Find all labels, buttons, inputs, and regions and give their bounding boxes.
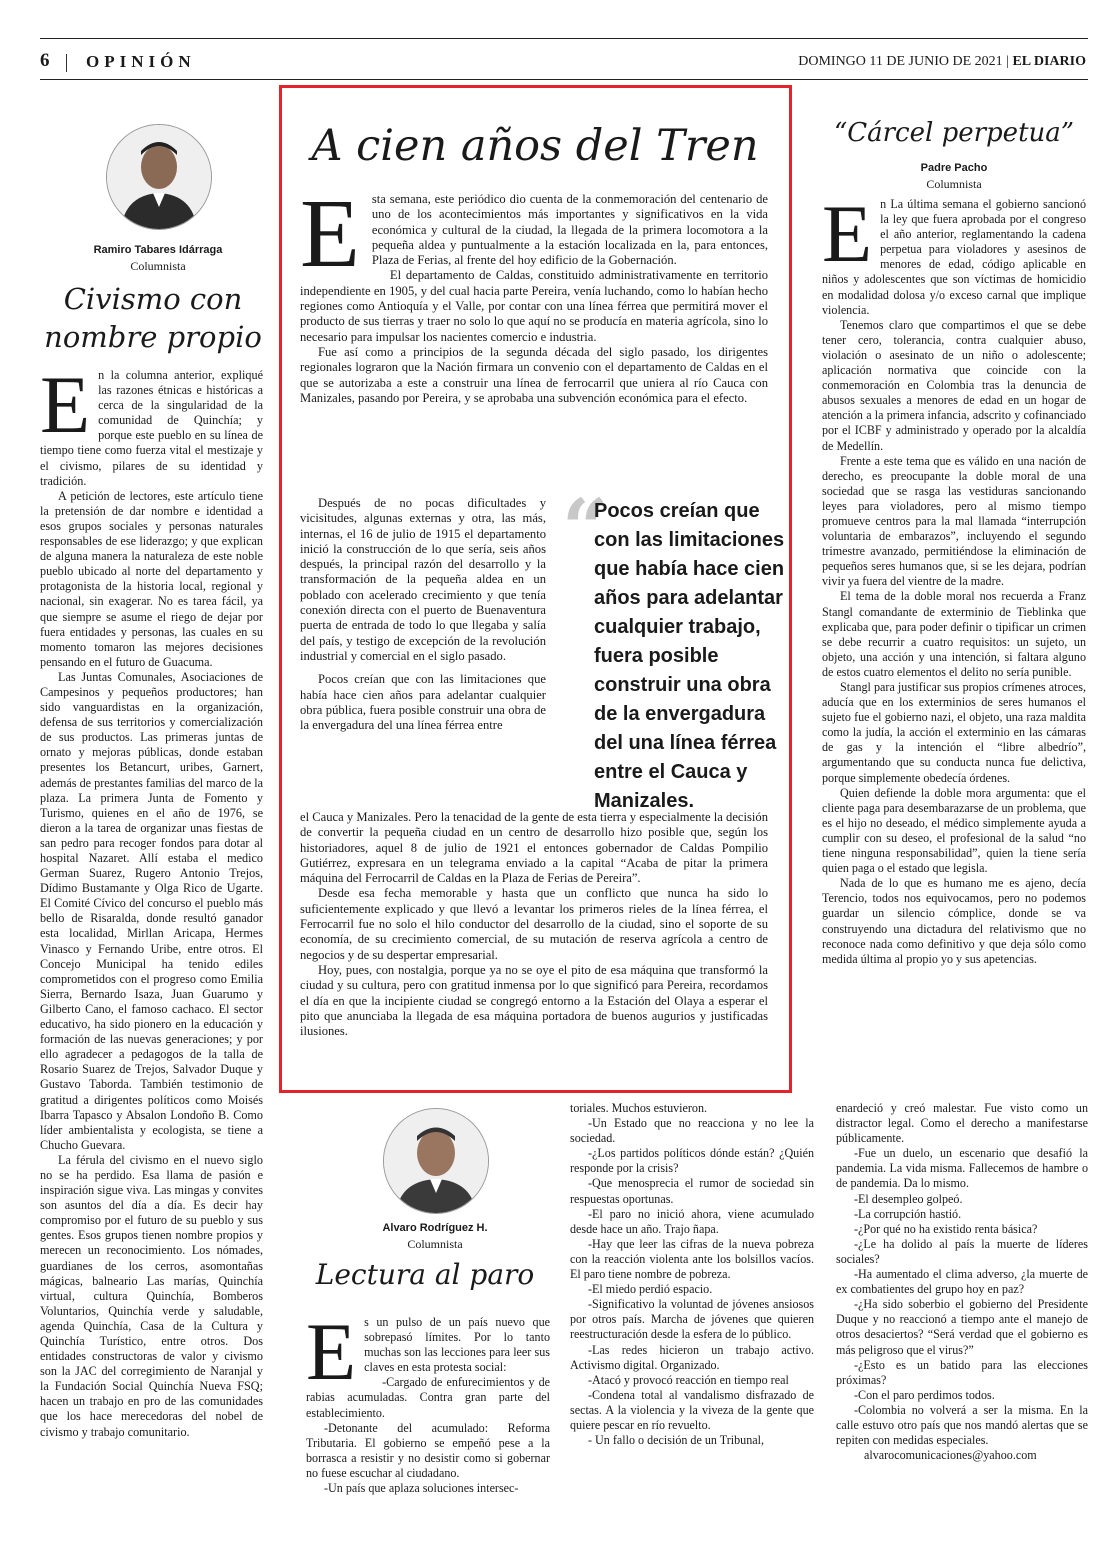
header-divider	[66, 54, 67, 72]
drop-cap: E	[306, 1306, 357, 1397]
paragraph: -El paro no inició ahora, viene acumulado desde hace un año. Trajo ñapa.	[570, 1206, 814, 1236]
article-title: “Cárcel perpetua”	[833, 118, 1075, 148]
paragraph: n la columna anterior, expliqué las razones étnicas e históricas a cerca de la singularidad de la comunidad de Quinchía; y porque este pueblo en su línea de tiempo tiene como fuerza vital el mestizaje y el civismo, pilares de su identidad y tradición.	[40, 368, 263, 488]
author-role: Columnista	[407, 1237, 463, 1251]
author-name: Ramiro Tabares Idárraga	[93, 244, 223, 256]
paragraph: El departamento de Caldas, constituido administrativamente en territorio independiente en 1905, y del cual hacia parte Pereira, venía luchando, como lo habían hecho regiones como Antioquía y el Valle, por contar con una línea férrea que permitirá mover el producto de sus tierras y traer no solo lo que aquí no se producía en materia agrícola, sino lo necesario para impulsar los nacientes comercio e industria.	[300, 268, 768, 344]
drop-cap: E	[40, 359, 91, 450]
section-name: OPINIÓN	[86, 52, 196, 71]
paragraph: Frente a este tema que es válido en una nación de derecho, es preocupante la doble moral de una sociedad que se rasga las vestiduras sancionando leyes para violadores, pero al mismo tiempo promueve centros para la mal llamada “interrupción voluntaria de embarazos”, incluyendo el segundo trimestre avanzado, permitiéndose la eliminación de pequeños seres humanos que, si se les dejara, podrían vivir ya fuera del vientre de la madre.	[822, 453, 1086, 589]
paragraph: -Un país que aplaza soluciones intersec-	[324, 1481, 519, 1496]
author-name: Padre Pacho	[920, 162, 988, 174]
paragraph: Pocos creían que con las limitaciones que había hace cien años para adelantar cualquier obra pública, fuera posible construir una obra de la envergadura del una línea férrea entre	[300, 672, 546, 733]
paragraph: toriales. Muchos estuvieron.	[570, 1101, 708, 1115]
paragraph: -¿Ha sido soberbio el gobierno del Presidente Duque y no reaccionó a tiempo ante el manejo de otros desaciertos? “Será verdad que el gobierno es más peligroso que el virus?”	[836, 1297, 1088, 1357]
author-photo-rodriguez	[383, 1108, 489, 1214]
paragraph: -Fue un duelo, un escenario que desafió la pandemia. La vida misma. Fallecemos de hambre o de pandemia. Da lo mismo.	[836, 1146, 1088, 1191]
paragraph: n La última semana el gobierno sancionó la ley que fuera aprobada por el congreso el año anterior, reglamentando la cadena perpetua para violadores y asesinos de menores de edad, código aplicable en niños y adolescentes que son víctimas de homicidio en modalidad dolosa y/o exceso carnal que implique violencia.	[822, 197, 1086, 317]
paragraph: -Atacó y provocó reacción en tiempo real	[588, 1372, 789, 1387]
article-title: Lectura al paro	[315, 1258, 535, 1291]
paragraph: -¿Por qué no ha existido renta básica?	[854, 1221, 1038, 1236]
paragraph: -Que menosprecia el rumor de sociedad sin respuestas oportunas.	[570, 1176, 814, 1206]
paragraph: -Un Estado que no reacciona y no lee la sociedad.	[570, 1116, 814, 1146]
paragraph: -La corrupción hastió.	[854, 1206, 962, 1221]
article-body-bottom-col1	[306, 1306, 550, 1496]
paragraph: Las Juntas Comunales, Asociaciones de Campesinos y pequeños productores; han sido vanguardistas en la organización, defensa de sus territorios y comercialización de sus productos. Las primeras juntas de ornato y mejoras públicas, donde estaban presentes los Betancurt, uribes, Garnert, además de prestantes familias del marco de la plaza. La primera Junta de Fomento y Turismo, quienes en el año de 1976, se dieron a la tarea de organizar unas fiestas de san pedro para recoger fondos para dotar al hospital Nazaret. Allí estaba el medico German Suarez, Rugero Antonio Trejos, Dídimo Bustamante y Olga Rico de Ugarte. El Comité Cívico del concurso el pueblo más bello de Risaralda, donde resultó ganador esta localidad, Mirllan Aricapa, Hermes Vinasco y Fernando Uribe, entre otros. El Concejo Municipal ha tenido ediles comprometidos con el progreso como Emilia Sierra, Bernardo Isaza, Juan Guarumo y Gilberto Cano, el famoso cachaco. El sector educativo, ha sido pionero en la educación y formación de las nuevas generaciones; y por ello agradecer a pedagogos de la talla de Rosario Suarez de Trejos, Salvador Duque y Gustavo Taborda. También testimonio de gratitud a dirigentes políticos como Moisés Ibarra Tapasco y Absalon Londoño B. Como líder ambientalista y ecologista, se tiene a Chucho Guevara.	[40, 669, 264, 1152]
article-title: Civismo con nombre propio	[44, 282, 262, 354]
author-photo-tabares	[106, 124, 212, 230]
article-body-left	[40, 359, 264, 1440]
author-email[interactable]: alvarocomunicaciones@yahoo.com	[864, 1448, 1037, 1463]
paragraph: enardeció y creó malestar. Fue visto como un distractor legal. Como el derecho a manifestarse públicamente.	[836, 1101, 1088, 1146]
paragraph: -Colombia no volverá a ser la misma. En la calle estuvo otro país que nos mandó alertas que se repiten con medidas especiales.	[836, 1402, 1088, 1448]
author-role: Columnista	[130, 259, 186, 273]
author-role: Columnista	[926, 177, 982, 191]
paragraph: Stangl para justificar sus propios crímenes atroces, aducía que en los exterminios de seres humanos el sujeto fue el gobierno nazi, el objeto, una raza maldita como la judía, la acción el exterminio en las cámaras de gas y la intención el “libre albedrío”, argumentando que su conducta nunca fue delictiva, porque simplemente obedecía órdenes.	[822, 680, 1086, 785]
article-body-center-bottom	[300, 810, 768, 1039]
paragraph: Quien defiende la doble mora argumenta: que el cliente paga para desembarazarse de un problema, que es el hijo no deseado, el médico simplemente ayuda a cumplir con su deseo, el profesional de la salud “no tiene ninguna responsabilidad”, quien la tiene sería quien paga o el estado que legisla.	[822, 785, 1086, 876]
paragraph: sta semana, este periódico dio cuenta de la conmemoración del centenario de uno de los acontecimientos más importantes y significativos en la vida económica y cultural de la ciudad, la llegada de la primera locomotora a la pequeña aldea y puntualmente a la estación localizada en la, para entonces, Plaza de Ferias, al frente del hoy edificio de la Gobernación.	[371, 192, 768, 268]
drop-cap: E	[300, 180, 360, 288]
dateline-separator: |	[1006, 54, 1009, 69]
portrait-placeholder-icon	[107, 125, 211, 229]
article-title: A cien años del Tren	[311, 121, 759, 171]
paragraph: -Detonante del acumulado: Reforma Tributaria. El gobierno se empeñó pese a la borrasca a resistir y no desistir como si gobernar no fuese escuchar al ciudadano.	[306, 1420, 550, 1480]
paragraph: -¿Los partidos políticos dónde están? ¿Quién responde por la crisis?	[570, 1146, 814, 1176]
paragraph: el Cauca y Manizales. Pero la tenacidad de la gente de esta tierra y especialmente la decisión de convertir la pequeña ciudad en un centro de desarrollo hizo posible que, según los historiadores, aquel 8 de julio de 1921 el entonces gobernador de Caldas Pompilio Gutiérrez, expresara en un telegrama enviado a la capital “Acaba de pitar la primera máquina del Ferrocarril de Caldas en la Plaza de Ferias de Pereira”.	[300, 810, 768, 886]
article-body-bottom-col2	[570, 1101, 814, 1448]
paragraph: Después de no pocas dificultades y vicisitudes, algunas externas y otra, las más, internas, el 16 de julio de 1915 el departamento inició la construcción de lo que sería, seis años después, la principal razón del desarrollo y la transformación de la pequeña aldea en un poblado con acelerado crecimiento y que tenía conexión directa con el puerto de Buenaventura puerta de entrada de todo lo que llegaba y salía del país, y testigo de excepción de la revolución industrial y comercial en el siglo pasado.	[300, 496, 546, 663]
paragraph: -El miedo perdió espacio.	[588, 1282, 713, 1297]
paragraph: -Hay que leer las cifras de la nueva pobreza con la reacción violenta ante los bolsillos vacíos. El paro tiene nombre de pobreza.	[570, 1236, 814, 1282]
paragraph: -Condena total al vandalismo disfrazado de sectas. A la violencia y la viveza de la gente que quiere pescar en río revuelto.	[570, 1387, 814, 1432]
paragraph: -¿Esto es un batido para las elecciones próximas?	[836, 1357, 1088, 1387]
drop-cap: E	[822, 188, 873, 279]
article-body-bottom-col3	[836, 1101, 1088, 1463]
portrait-placeholder-icon	[384, 1109, 488, 1213]
paragraph: -Ha aumentado el clima adverso, ¿la muerte de ex combatientes del grupo hoy en paz?	[836, 1267, 1088, 1297]
quote-mark-icon: “	[562, 481, 609, 575]
paragraph: -Cargado de enfurecimientos y de rabias acumuladas. Contra gran parte del establecimiento.	[306, 1375, 550, 1420]
pull-quote: Pocos creían que con las limitaciones que había hace cien años para adelantar cualquier trabajo, fuera posible construir una obra de la envergadura del una línea férrea entre el Cauca y Manizales.	[594, 500, 785, 812]
author-name: Alvaro Rodríguez H.	[382, 1222, 488, 1234]
article-body-center-narrow	[300, 496, 546, 733]
paragraph: Desde esa fecha memorable y hasta que un conflicto que nunca ha sido lo suficientemente explicado y que llevó a levantar los primeros rieles de la línea férrea, el Ferrocarril fue no solo el hilo conductor del desarrollo de la ciudad, sino el soporte de su economía, de su crecimiento comercial, de su mutación de reserva agrícola a centro de negocios y de su despertar empresarial.	[300, 886, 768, 962]
paragraph: - Un fallo o decisión de un Tribunal,	[588, 1433, 765, 1448]
paragraph: Tenemos claro que compartimos el que se debe tener cero, tolerancia, contra cualquier abuso, violación o asesinato de un niño o adolescente; aplicación normativa que coincide con la conmemoración en Colombia tras la denuncia de abusos sexuales a menores de edad en un hogar de atención a la primera infancia, adscrito y cofinanciado por el ICBF y administrado y operado por la alcaldía de Medellín.	[822, 317, 1086, 453]
paragraph: -Las redes hicieron un trabajo activo. Activismo digital. Organizado.	[570, 1342, 814, 1372]
paragraph: A petición de lectores, este artículo tiene la pretensión de dar nombre e identidad a esos grupos sociales y personas naturales responsables de ese liderazgo; y que explican de alguna manera la naturaleza de este noble pueblo ubicado al norte del departamento y protagonista de la historia local, regional y nacional, sin exagerar. No es tarea fácil, ya que siempre se asume el riego de dejar por fuera entidades y personas, las cuales en su momento tomaron las mejores decisiones pensando en el futuro de Guacuma.	[40, 488, 263, 669]
paragraph: Nada de lo que es humano me es ajeno, decía Terencio, todos nos equivocamos, pero no podemos guardar un silencio cómplice, donde se va construyendo una dictadura del relativismo que no reconoce nada como definitivo y que deja sólo como medida última al propio yo y sus apetencias.	[822, 876, 1086, 966]
paragraph: El tema de la doble moral nos recuerda a Franz Stangl comandante de exterminio de Tieblinka que explicaba que, para poder definir o tipificar un crimen se debe recurrir a cuatro requisitos: un sujeto, un objeto, una acción y una intención, si faltara alguno de estos cuatro elementos el delito no sería punible.	[822, 589, 1086, 679]
page-number: 6	[40, 50, 50, 71]
paragraph: Fue así como a principios de la segunda década del siglo pasado, los dirigentes regionales lograron que la Nación firmara un convenio con el departamento de Caldas en el que se autorizaba a este a construir una línea de ferrocarril que uniera al río Cauca con Manizales, pasando por Pereira, y se aprobaba una subvención económica para el efecto.	[300, 344, 768, 405]
paragraph: Hoy, pues, con nostalgia, porque ya no se oye el pito de esa máquina que transformó la ciudad y su cultura, pero con gratitud inmensa por lo que significó para Pereira, recordamos el día en que la incipiente ciudad se congregó entorno a la Estación del Olaya a esperar el pito que anunciaba la llegada de esa máquina portadora de buenos augurios y justificadas ilusiones.	[300, 962, 768, 1039]
article-body-right	[822, 188, 1086, 967]
paragraph: s un pulso de un país nuevo que sobrepasó límites. Por lo tanto muchas son las lecciones para leer sus claves en esta protesta social:	[364, 1315, 550, 1375]
paragraph: -Con el paro perdimos todos.	[854, 1387, 995, 1402]
paragraph: -El desempleo golpeó.	[854, 1191, 963, 1206]
newspaper-name: EL DIARIO	[1012, 54, 1086, 69]
paragraph: -¿Le ha dolido al país la muerte de líderes sociales?	[836, 1236, 1088, 1266]
article-body-center-top	[300, 180, 768, 406]
paragraph: La férula del civismo en el nuevo siglo no se ha perdido. Esa llama de pasión e inspiración sigue viva. Las mingas y convites son asuntos del día a día. Es decir hay compromiso por el futuro de su pueblo y sus gentes. Esos grupos tienen nombre propios y merecen un reconocimiento. Los nómades, guardianes de los cerros, asomontañas mágicas, balneario Las marías, Quinchía virtual, cultura Quinchía, Bomberos Voluntarios, Quinchía verde y saludable, agenda Quinchía, Casa de la Cultura y Quinchía Turístico, entre otros. Dos entidades constructoras de valor y civismo son la JAC del corregimiento de Naranjal y la Fundación Social Quinchía Nueva FSQ; hacen un trabajo en pro de las comunidades que los hace merecedoras del nobel de civismo y trabajo comunitario.	[40, 1152, 263, 1439]
header-dateline	[798, 54, 1086, 70]
issue-date: DOMINGO 11 DE JUNIO DE 2021	[798, 54, 1003, 69]
paragraph: -Significativo la voluntad de jóvenes ansiosos por otros país. Marcha de jóvenes que quieren reestructuración desde la esfera de lo público.	[570, 1297, 814, 1342]
